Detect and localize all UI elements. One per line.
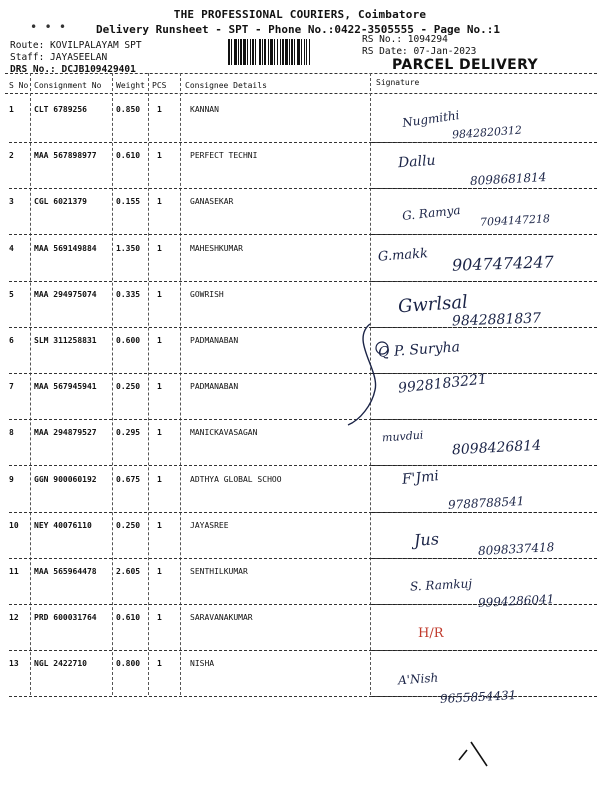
handwritten-phone: 9655854431 xyxy=(439,688,517,706)
weight-value: 0.335 xyxy=(116,289,141,299)
rs-date: RS Date: 07-Jan-2023 xyxy=(362,46,477,57)
weight-value: 0.610 xyxy=(116,151,141,161)
pcs-value: 1 xyxy=(157,151,162,161)
weight-value: 0.675 xyxy=(116,474,141,484)
table-row xyxy=(0,189,600,235)
row-sno: 8 xyxy=(9,428,14,438)
row-sno: 11 xyxy=(9,567,19,576)
col-header-weight: Weight xyxy=(116,81,145,90)
pcs-value: 1 xyxy=(157,289,162,299)
consignment-number: MAA 569149884 xyxy=(34,243,97,253)
pcs-value: 1 xyxy=(157,243,162,253)
row-sno: 9 xyxy=(9,474,14,484)
weight-value: 2.605 xyxy=(116,567,141,576)
handwritten-signature: F'Jmi xyxy=(401,468,440,488)
handwritten-signature: A'Nish xyxy=(397,670,439,688)
parcel-delivery-label: PARCEL DELIVERY xyxy=(392,57,539,73)
handwritten-phone: 8098337418 xyxy=(477,540,555,558)
consignee-name: SENTHILKUMAR xyxy=(190,567,248,576)
weight-value: 0.850 xyxy=(116,105,141,114)
consignment-number: GGN 900060192 xyxy=(34,474,97,484)
handwritten-signature: H/R xyxy=(418,626,444,641)
row-sno: 10 xyxy=(9,520,19,530)
header-scribble: • • • xyxy=(30,20,67,34)
row-sno: 4 xyxy=(9,243,14,253)
handwritten-phone: 9994286041 xyxy=(477,592,555,610)
weight-value: 0.800 xyxy=(116,659,141,669)
consignee-name: MANICKAVASAGAN xyxy=(190,428,258,438)
col-header-sno: S No xyxy=(9,81,29,90)
handwritten-signature: Gwrlsal xyxy=(397,291,469,318)
col-header-consignment: Consignment No xyxy=(34,81,102,90)
table-row xyxy=(0,374,600,420)
consignment-number: NGL 2422710 xyxy=(34,659,87,669)
consignment-number: MAA 294879527 xyxy=(34,428,97,438)
consignee-name: PADMANABAN xyxy=(190,382,239,392)
pcs-value: 1 xyxy=(157,520,162,530)
col-header-signature: Signature xyxy=(376,78,420,87)
pen-stroke xyxy=(340,320,410,430)
col-header-pcs: PCS xyxy=(152,81,167,90)
table-row xyxy=(0,605,600,651)
col-header-consignee: Consignee Details xyxy=(185,81,267,90)
handwritten-signature: Nugmithi xyxy=(401,108,461,130)
row-sno: 12 xyxy=(9,613,19,623)
check-mark xyxy=(455,738,495,768)
consignment-number: PRD 600031764 xyxy=(34,613,97,623)
header-separator xyxy=(5,73,597,74)
consignment-number: MAA 294975074 xyxy=(34,289,97,299)
consignee-name: JAYASREE xyxy=(190,520,229,530)
handwritten-phone: 9842820312 xyxy=(451,123,523,142)
table-row xyxy=(0,328,600,374)
handwritten-phone: 9842881837 xyxy=(451,310,542,330)
handwritten-signature: G. Ramya xyxy=(401,202,462,224)
consignee-name: PADMANABAN xyxy=(190,336,239,345)
pcs-value: 1 xyxy=(157,197,162,207)
column-header-separator xyxy=(5,93,597,94)
handwritten-phone: 8098426814 xyxy=(451,437,542,459)
row-sno: 7 xyxy=(9,382,14,392)
handwritten-signature: Jus xyxy=(413,529,440,550)
runsheet-title: Delivery Runsheet - SPT - Phone No.:0422-3505555 - Page No.:1 xyxy=(96,23,500,36)
handwritten-signature: Dallu xyxy=(397,152,437,172)
weight-value: 1.350 xyxy=(116,243,141,253)
weight-value: 0.600 xyxy=(116,336,141,345)
consignment-number: MAA 565964478 xyxy=(34,567,97,576)
handwritten-signature: Q P. Suryha xyxy=(377,339,461,361)
weight-value: 0.610 xyxy=(116,613,141,623)
row-sno: 1 xyxy=(9,105,14,114)
handwritten-phone: 9788788541 xyxy=(447,494,525,512)
barcode xyxy=(228,39,356,65)
row-sno: 13 xyxy=(9,659,19,669)
row-sno: 2 xyxy=(9,151,14,161)
consignee-name: NISHA xyxy=(190,659,215,669)
handwritten-signature: muvdui xyxy=(381,428,424,445)
handwritten-signature: G.makk xyxy=(377,246,429,265)
row-sno: 3 xyxy=(9,197,14,207)
handwritten-phone: 9047474247 xyxy=(451,252,555,275)
consignment-number: MAA 567898977 xyxy=(34,151,97,161)
rs-info xyxy=(362,34,476,58)
consignment-number: MAA 567945941 xyxy=(34,382,97,392)
handwritten-phone: 9928183221 xyxy=(397,371,488,397)
weight-value: 0.250 xyxy=(116,382,141,392)
weight-value: 0.250 xyxy=(116,520,141,530)
company-title: THE PROFESSIONAL COURIERS, Coimbatore xyxy=(173,8,427,21)
consignee-name: ADTHYA GLOBAL SCHOO xyxy=(190,474,282,484)
handwritten-phone: 8098681814 xyxy=(469,170,547,188)
pcs-value: 1 xyxy=(157,428,162,438)
pcs-value: 1 xyxy=(157,382,162,392)
pcs-value: 1 xyxy=(157,105,162,114)
weight-value: 0.155 xyxy=(116,197,141,207)
consignment-number: CLT 6789256 xyxy=(34,105,87,114)
pcs-value: 1 xyxy=(157,613,162,623)
handwritten-signature: S. Ramkuj xyxy=(409,576,473,594)
consignee-name: KANNAN xyxy=(190,105,219,114)
route-text: Route: KOVILPALAYAM SPT xyxy=(10,40,142,51)
row-sno: 5 xyxy=(9,289,14,299)
pcs-value: 1 xyxy=(157,659,162,669)
staff-text: Staff: JAYASEELAN xyxy=(10,52,108,63)
rs-number: RS No.: 1094294 xyxy=(362,34,448,45)
consignee-name: MAHESHKUMAR xyxy=(190,243,243,253)
route-block xyxy=(10,40,142,76)
pcs-value: 1 xyxy=(157,336,162,345)
consignment-number: NEY 40076110 xyxy=(34,520,92,530)
consignee-name: GANASEKAR xyxy=(190,197,234,207)
consignee-name: PERFECT TECHNI xyxy=(190,151,258,161)
drs-number: DRS No.: DCJB109429401 xyxy=(10,64,136,75)
weight-value: 0.295 xyxy=(116,428,141,438)
consignee-name: SARAVANAKUMAR xyxy=(190,613,253,623)
consignment-number: CGL 6021379 xyxy=(34,197,87,207)
handwritten-phone: 7094147218 xyxy=(479,212,551,229)
consignee-name: GOWRISH xyxy=(190,289,224,299)
pcs-value: 1 xyxy=(157,567,162,576)
row-sno: 6 xyxy=(9,336,14,345)
consignment-number: SLM 311258831 xyxy=(34,336,97,345)
pcs-value: 1 xyxy=(157,474,162,484)
